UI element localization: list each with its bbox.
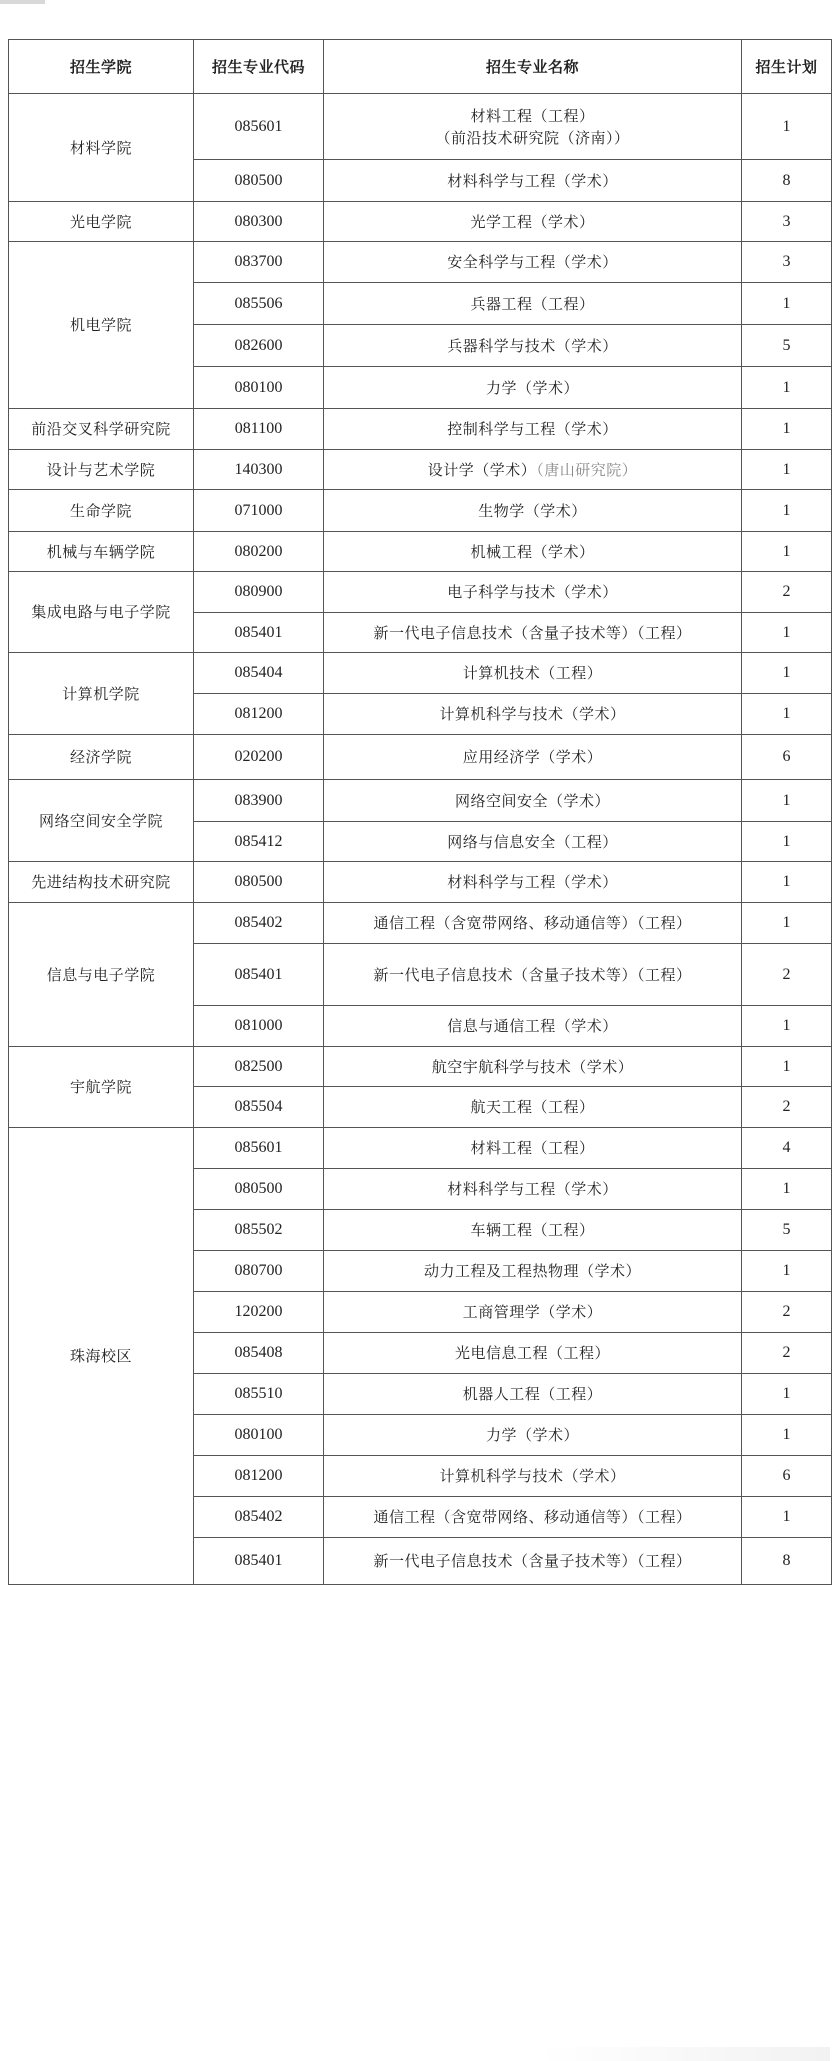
major-cell xyxy=(324,944,742,1006)
major-name: 计算机科学与技术（学术） xyxy=(439,705,626,723)
plan-cell: 1 xyxy=(742,822,832,862)
major-name: 动力工程及工程热物理（学术） xyxy=(423,1262,641,1280)
code-cell: 085601 xyxy=(194,94,324,160)
major-cell xyxy=(324,1169,742,1210)
major-cell xyxy=(324,367,742,409)
college-cell: 设计与艺术学院 xyxy=(9,450,194,490)
plan-cell: 1 xyxy=(742,1374,832,1415)
code-cell: 085401 xyxy=(194,1538,324,1585)
major-cell xyxy=(324,532,742,572)
code-cell: 085510 xyxy=(194,1374,324,1415)
code-cell: 082600 xyxy=(194,325,324,367)
major-name: 航空宇航科学与技术（学术） xyxy=(431,1057,634,1076)
table-row xyxy=(9,94,832,160)
table-row xyxy=(9,862,832,903)
major-name: 设计学（学术） xyxy=(427,460,537,479)
major-cell xyxy=(324,1210,742,1251)
major-cell xyxy=(324,903,742,944)
plan-cell: 1 xyxy=(742,1497,832,1538)
major-cell xyxy=(324,1415,742,1456)
code-cell: 083900 xyxy=(194,780,324,822)
major-cell xyxy=(324,409,742,450)
plan-cell: 1 xyxy=(742,694,832,735)
plan-cell: 1 xyxy=(742,1169,832,1210)
college-cell: 信息与电子学院 xyxy=(9,903,194,1047)
code-cell: 080900 xyxy=(194,572,324,613)
code-cell: 085404 xyxy=(194,653,324,694)
major-name: 机械工程（学术） xyxy=(470,542,595,561)
code-cell: 080500 xyxy=(194,160,324,202)
table-row xyxy=(9,780,832,822)
college-cell: 计算机学院 xyxy=(9,653,194,735)
college-cell: 网络空间安全学院 xyxy=(9,780,194,862)
code-cell: 085502 xyxy=(194,1210,324,1251)
major-cell xyxy=(324,694,742,735)
plan-cell: 6 xyxy=(742,1456,832,1497)
major-cell xyxy=(324,202,742,242)
major-name: 生物学（学术） xyxy=(478,501,587,520)
major-cell xyxy=(324,822,742,862)
code-cell: 085402 xyxy=(194,903,324,944)
plan-cell: 1 xyxy=(742,653,832,694)
table-row xyxy=(9,450,832,490)
plan-cell: 1 xyxy=(742,1006,832,1047)
table-row xyxy=(9,653,832,694)
major-cell xyxy=(324,1128,742,1169)
major-name: 应用经济学（学术） xyxy=(462,748,603,766)
plan-cell: 1 xyxy=(742,490,832,532)
code-cell: 081100 xyxy=(194,409,324,450)
plan-cell: 1 xyxy=(742,532,832,572)
plan-cell: 1 xyxy=(742,862,832,903)
major-cell xyxy=(324,1333,742,1374)
plan-cell: 8 xyxy=(742,1538,832,1585)
plan-cell: 1 xyxy=(742,1415,832,1456)
plan-cell: 5 xyxy=(742,325,832,367)
header-row xyxy=(9,40,832,94)
major-note: （唐山研究院） xyxy=(536,460,638,479)
plan-cell: 1 xyxy=(742,367,832,409)
code-cell: 080500 xyxy=(194,862,324,903)
table-row xyxy=(9,572,832,613)
plan-cell: 2 xyxy=(742,1292,832,1333)
plan-cell: 2 xyxy=(742,572,832,613)
major-name: 工商管理学（学术） xyxy=(462,1303,603,1321)
plan-cell: 1 xyxy=(742,1251,832,1292)
college-cell: 机械与车辆学院 xyxy=(9,532,194,572)
table-row xyxy=(9,202,832,242)
plan-cell: 4 xyxy=(742,1128,832,1169)
major-name: 材料工程（工程） xyxy=(470,1139,595,1157)
plan-cell: 3 xyxy=(742,202,832,242)
college-cell: 宇航学院 xyxy=(9,1047,194,1128)
plan-cell: 1 xyxy=(742,94,832,160)
major-cell xyxy=(324,1006,742,1047)
header-college: 招生学院 xyxy=(9,40,194,94)
college-cell: 珠海校区 xyxy=(9,1128,194,1585)
college-cell: 生命学院 xyxy=(9,490,194,532)
plan-cell: 2 xyxy=(742,1087,832,1128)
table-row xyxy=(9,735,832,780)
major-cell xyxy=(324,242,742,283)
college-cell: 材料学院 xyxy=(9,94,194,202)
major-name: 光学工程（学术） xyxy=(470,212,595,231)
table-row xyxy=(9,903,832,944)
table-row xyxy=(9,409,832,450)
major-cell xyxy=(324,1374,742,1415)
college-cell: 机电学院 xyxy=(9,242,194,409)
major-cell xyxy=(324,735,742,780)
major-name: 网络与信息安全（工程） xyxy=(447,832,618,851)
major-name: 光电信息工程（工程） xyxy=(454,1344,610,1362)
college-cell: 光电学院 xyxy=(9,202,194,242)
code-cell: 080200 xyxy=(194,532,324,572)
college-cell: 先进结构技术研究院 xyxy=(9,862,194,903)
major-campus-note: （前沿技术研究院（济南）） xyxy=(435,128,630,147)
plan-cell: 2 xyxy=(742,1333,832,1374)
bottom-edge-fade xyxy=(540,2047,830,2061)
major-name: 力学（学术） xyxy=(485,1426,579,1444)
table-row xyxy=(9,242,832,283)
table-header xyxy=(9,40,832,94)
major-name: 新一代电子信息技术（含量子技术等）（工程） xyxy=(373,965,692,984)
code-cell: 085506 xyxy=(194,283,324,325)
major-name: 计算机科学与技术（学术） xyxy=(439,1467,626,1485)
code-cell: 080100 xyxy=(194,367,324,409)
code-cell: 081200 xyxy=(194,1456,324,1497)
top-edge-strip xyxy=(0,0,45,4)
code-cell: 085401 xyxy=(194,613,324,653)
major-name: 通信工程（含宽带网络、移动通信等）（工程） xyxy=(373,1508,692,1526)
major-name: 航天工程（工程） xyxy=(470,1098,595,1116)
plan-cell: 1 xyxy=(742,903,832,944)
major-name: 网络空间安全（学术） xyxy=(454,791,610,810)
major-cell xyxy=(324,1251,742,1292)
college-cell: 经济学院 xyxy=(9,735,194,780)
major-cell xyxy=(324,94,742,160)
header-major: 招生专业名称 xyxy=(324,40,742,94)
plan-cell: 1 xyxy=(742,283,832,325)
major-cell xyxy=(324,862,742,903)
table-row xyxy=(9,532,832,572)
plan-cell: 1 xyxy=(742,780,832,822)
code-cell: 083700 xyxy=(194,242,324,283)
code-cell: 080100 xyxy=(194,1415,324,1456)
table-row xyxy=(9,490,832,532)
major-cell xyxy=(324,325,742,367)
major-name: 力学（学术） xyxy=(485,378,579,397)
plan-cell: 1 xyxy=(742,613,832,653)
plan-cell: 2 xyxy=(742,944,832,1006)
major-name: 信息与通信工程（学术） xyxy=(447,1017,618,1035)
code-cell: 071000 xyxy=(194,490,324,532)
major-cell xyxy=(324,1538,742,1585)
major-name: 电子科学与技术（学术） xyxy=(447,583,618,601)
header-code: 招生专业代码 xyxy=(194,40,324,94)
major-name: 材料科学与工程（学术） xyxy=(447,1180,618,1198)
major-name: 新一代电子信息技术（含量子技术等）（工程） xyxy=(373,623,692,642)
major-cell xyxy=(324,780,742,822)
major-name: 材料科学与工程（学术） xyxy=(447,171,618,190)
code-cell: 081000 xyxy=(194,1006,324,1047)
major-cell xyxy=(324,450,742,490)
code-cell: 085601 xyxy=(194,1128,324,1169)
major-cell xyxy=(324,1292,742,1333)
major-cell xyxy=(324,572,742,613)
major-cell xyxy=(324,1497,742,1538)
table-row xyxy=(9,1128,832,1169)
major-name: 机器人工程（工程） xyxy=(462,1385,603,1403)
header-plan: 招生计划 xyxy=(742,40,832,94)
plan-cell: 5 xyxy=(742,1210,832,1251)
plan-cell: 1 xyxy=(742,1047,832,1087)
plan-cell: 8 xyxy=(742,160,832,202)
major-name: 车辆工程（工程） xyxy=(470,1221,595,1239)
code-cell: 080300 xyxy=(194,202,324,242)
code-cell: 085504 xyxy=(194,1087,324,1128)
major-cell xyxy=(324,1047,742,1087)
table-body xyxy=(9,94,832,1585)
code-cell: 085408 xyxy=(194,1333,324,1374)
major-cell xyxy=(324,160,742,202)
enrollment-plan-table xyxy=(8,39,832,1585)
plan-cell: 3 xyxy=(742,242,832,283)
code-cell: 085412 xyxy=(194,822,324,862)
major-cell xyxy=(324,613,742,653)
major-cell xyxy=(324,1087,742,1128)
code-cell: 081200 xyxy=(194,694,324,735)
major-name: 材料工程（工程） xyxy=(470,106,595,125)
major-name: 新一代电子信息技术（含量子技术等）（工程） xyxy=(373,1552,692,1570)
code-cell: 085401 xyxy=(194,944,324,1006)
code-cell: 082500 xyxy=(194,1047,324,1087)
code-cell: 020200 xyxy=(194,735,324,780)
plan-cell: 6 xyxy=(742,735,832,780)
major-cell xyxy=(324,653,742,694)
major-cell xyxy=(324,1456,742,1497)
major-name: 兵器科学与技术（学术） xyxy=(447,336,618,355)
major-name: 安全科学与工程（学术） xyxy=(447,253,618,271)
code-cell: 140300 xyxy=(194,450,324,490)
major-cell xyxy=(324,283,742,325)
major-cell xyxy=(324,490,742,532)
code-cell: 085402 xyxy=(194,1497,324,1538)
college-cell: 集成电路与电子学院 xyxy=(9,572,194,653)
major-name: 材料科学与工程（学术） xyxy=(447,873,618,891)
major-name: 通信工程（含宽带网络、移动通信等）（工程） xyxy=(373,914,692,932)
code-cell: 080500 xyxy=(194,1169,324,1210)
college-cell: 前沿交叉科学研究院 xyxy=(9,409,194,450)
major-name: 兵器工程（工程） xyxy=(470,294,595,313)
table-row xyxy=(9,1047,832,1087)
major-name: 控制科学与工程（学术） xyxy=(447,420,618,438)
major-name: 计算机技术（工程） xyxy=(462,664,603,682)
plan-cell: 1 xyxy=(742,450,832,490)
plan-cell: 1 xyxy=(742,409,832,450)
code-cell: 120200 xyxy=(194,1292,324,1333)
code-cell: 080700 xyxy=(194,1251,324,1292)
